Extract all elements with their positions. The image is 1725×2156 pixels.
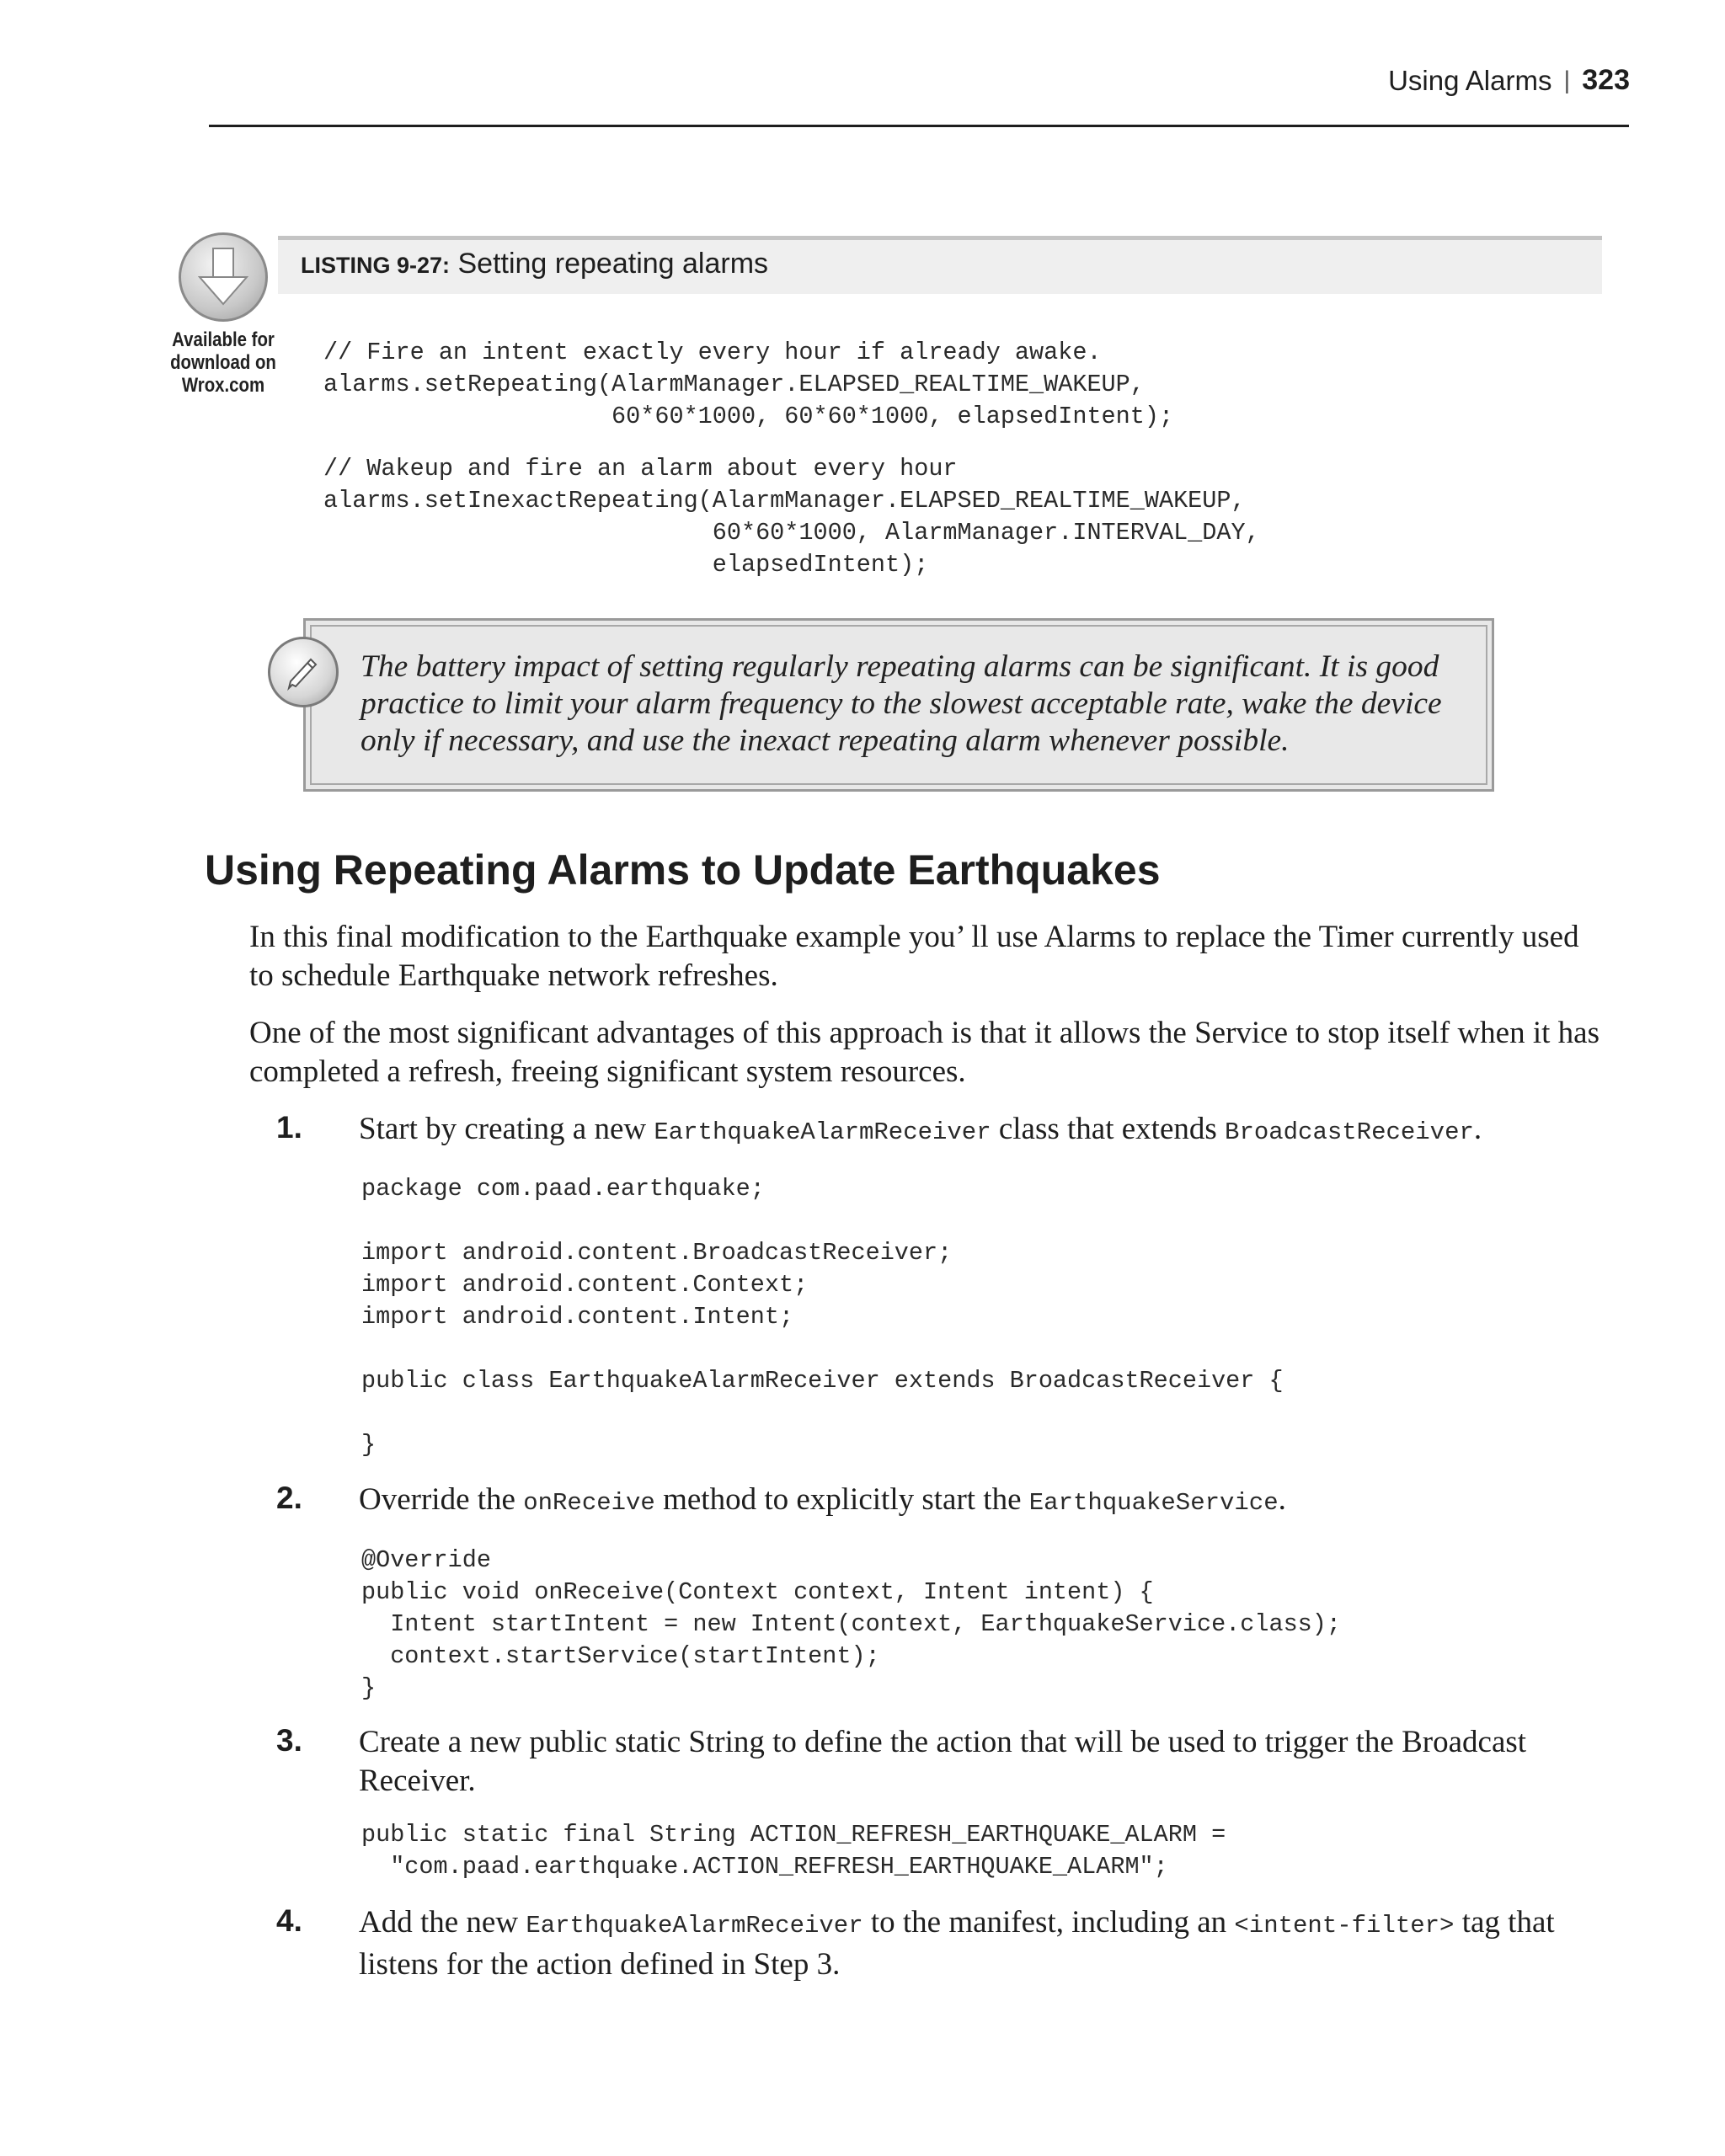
step-code-block-3: public static final String ACTION_REFRESH_EARTHQUAKE_ALARM = "com.paad.earthquake.ACTION_REFRESH_EARTHQUAKE_ALARM"; (361, 1821, 1226, 1881)
note-text: The battery impact of setting regularly repeating alarms can be significant. It is good practice to limit your alarm frequency to the slowest acceptable rate, wake the device only if necessary, and use the inexact repeating alarm whenever possible. (360, 649, 1442, 758)
step-text-fragment: Override the (359, 1482, 524, 1517)
step-number-4: 4. (276, 1903, 302, 1938)
pencil-icon (268, 637, 339, 707)
step-number-2: 2. (276, 1481, 302, 1515)
inline-code: BroadcastReceiver (1225, 1118, 1474, 1146)
inline-code: EarthquakeService (1028, 1489, 1279, 1517)
step-text-fragment: Add the new (359, 1905, 526, 1940)
download-arrow-icon (179, 232, 268, 322)
header-section-title: Using Alarms (1388, 64, 1552, 96)
inline-code: EarthquakeAlarmReceiver (526, 1912, 863, 1940)
body-paragraph-1: In this final modification to the Earthquake example you’ ll use Alarms to replace the Timer currently used to schedule Earthquake network refreshes. (249, 920, 1579, 993)
step-text-1 (359, 1110, 1605, 1152)
step-text-fragment: to the manifest, including an (862, 1905, 1235, 1940)
download-badge-line: Available for (172, 328, 275, 351)
step-text-fragment: Start by creating a new (359, 1112, 654, 1146)
step-text-fragment: tag that listens for the action defined in Step 3. (359, 1905, 1555, 1982)
section-heading: Using Repeating Alarms to Update Earthquakes (205, 846, 1161, 894)
header-separator: | (1563, 66, 1571, 94)
step-code-block-2: @Override public void onReceive(Context context, Intent intent) { Intent startIntent = new Intent(context, EarthquakeService.class); context.startService(startIntent); } (361, 1546, 1341, 1702)
step-text-3: Create a new public static String to define the action that will be used to trigger the Broadcast Receiver. (359, 1725, 1527, 1798)
step-text-fragment: method to explicitly start the (654, 1482, 1029, 1517)
listing-title-text: Setting repeating alarms (457, 248, 769, 280)
download-badge-line: Wrox.com (181, 374, 265, 397)
listing-code-block-2: // Wakeup and fire an alarm about every hour alarms.setInexactRepeating(AlarmManager.ELAPSED_REALTIME_WAKEUP, 60*60*1000, AlarmManager.INTERVAL_DAY, elapsedIntent); (323, 455, 1260, 579)
page-number: 323 (1582, 64, 1630, 96)
step-text-4 (359, 1903, 1605, 1984)
inline-code: EarthquakeAlarmReceiver (654, 1118, 991, 1146)
step-number-3: 3. (276, 1723, 302, 1758)
inline-code: <intent-filter> (1234, 1912, 1455, 1940)
listing-label: LISTING 9-27: (301, 253, 451, 278)
step-number-1: 1. (276, 1110, 302, 1145)
download-badge-line: download on (170, 351, 276, 374)
listing-code-block-1: // Fire an intent exactly every hour if already awake. alarms.setRepeating(AlarmManager.ELAPSED_REALTIME_WAKEUP, 60*60*1000, 60*60*1000, elapsedIntent); (323, 339, 1174, 430)
listing-title (301, 248, 768, 280)
step-text-2 (359, 1481, 1605, 1523)
download-badge[interactable] (160, 232, 286, 397)
running-header (1388, 64, 1630, 97)
step-text-fragment: . (1473, 1112, 1482, 1146)
inline-code: onReceive (523, 1489, 655, 1517)
step-text-fragment: . (1278, 1482, 1286, 1517)
step-code-block-1: package com.paad.earthquake; import android.content.BroadcastReceiver; import android.content.Context; import android.content.Intent; public class EarthquakeAlarmReceiver extends BroadcastReceiver { } (361, 1175, 1284, 1459)
header-rule (209, 125, 1629, 127)
download-badge-text (169, 328, 277, 397)
body-paragraph-2: One of the most significant advantages of this approach is that it allows the Service to stop itself when it has completed a refresh, freeing significant system resources. (249, 1016, 1599, 1089)
step-text-fragment: class that extends (991, 1112, 1226, 1146)
